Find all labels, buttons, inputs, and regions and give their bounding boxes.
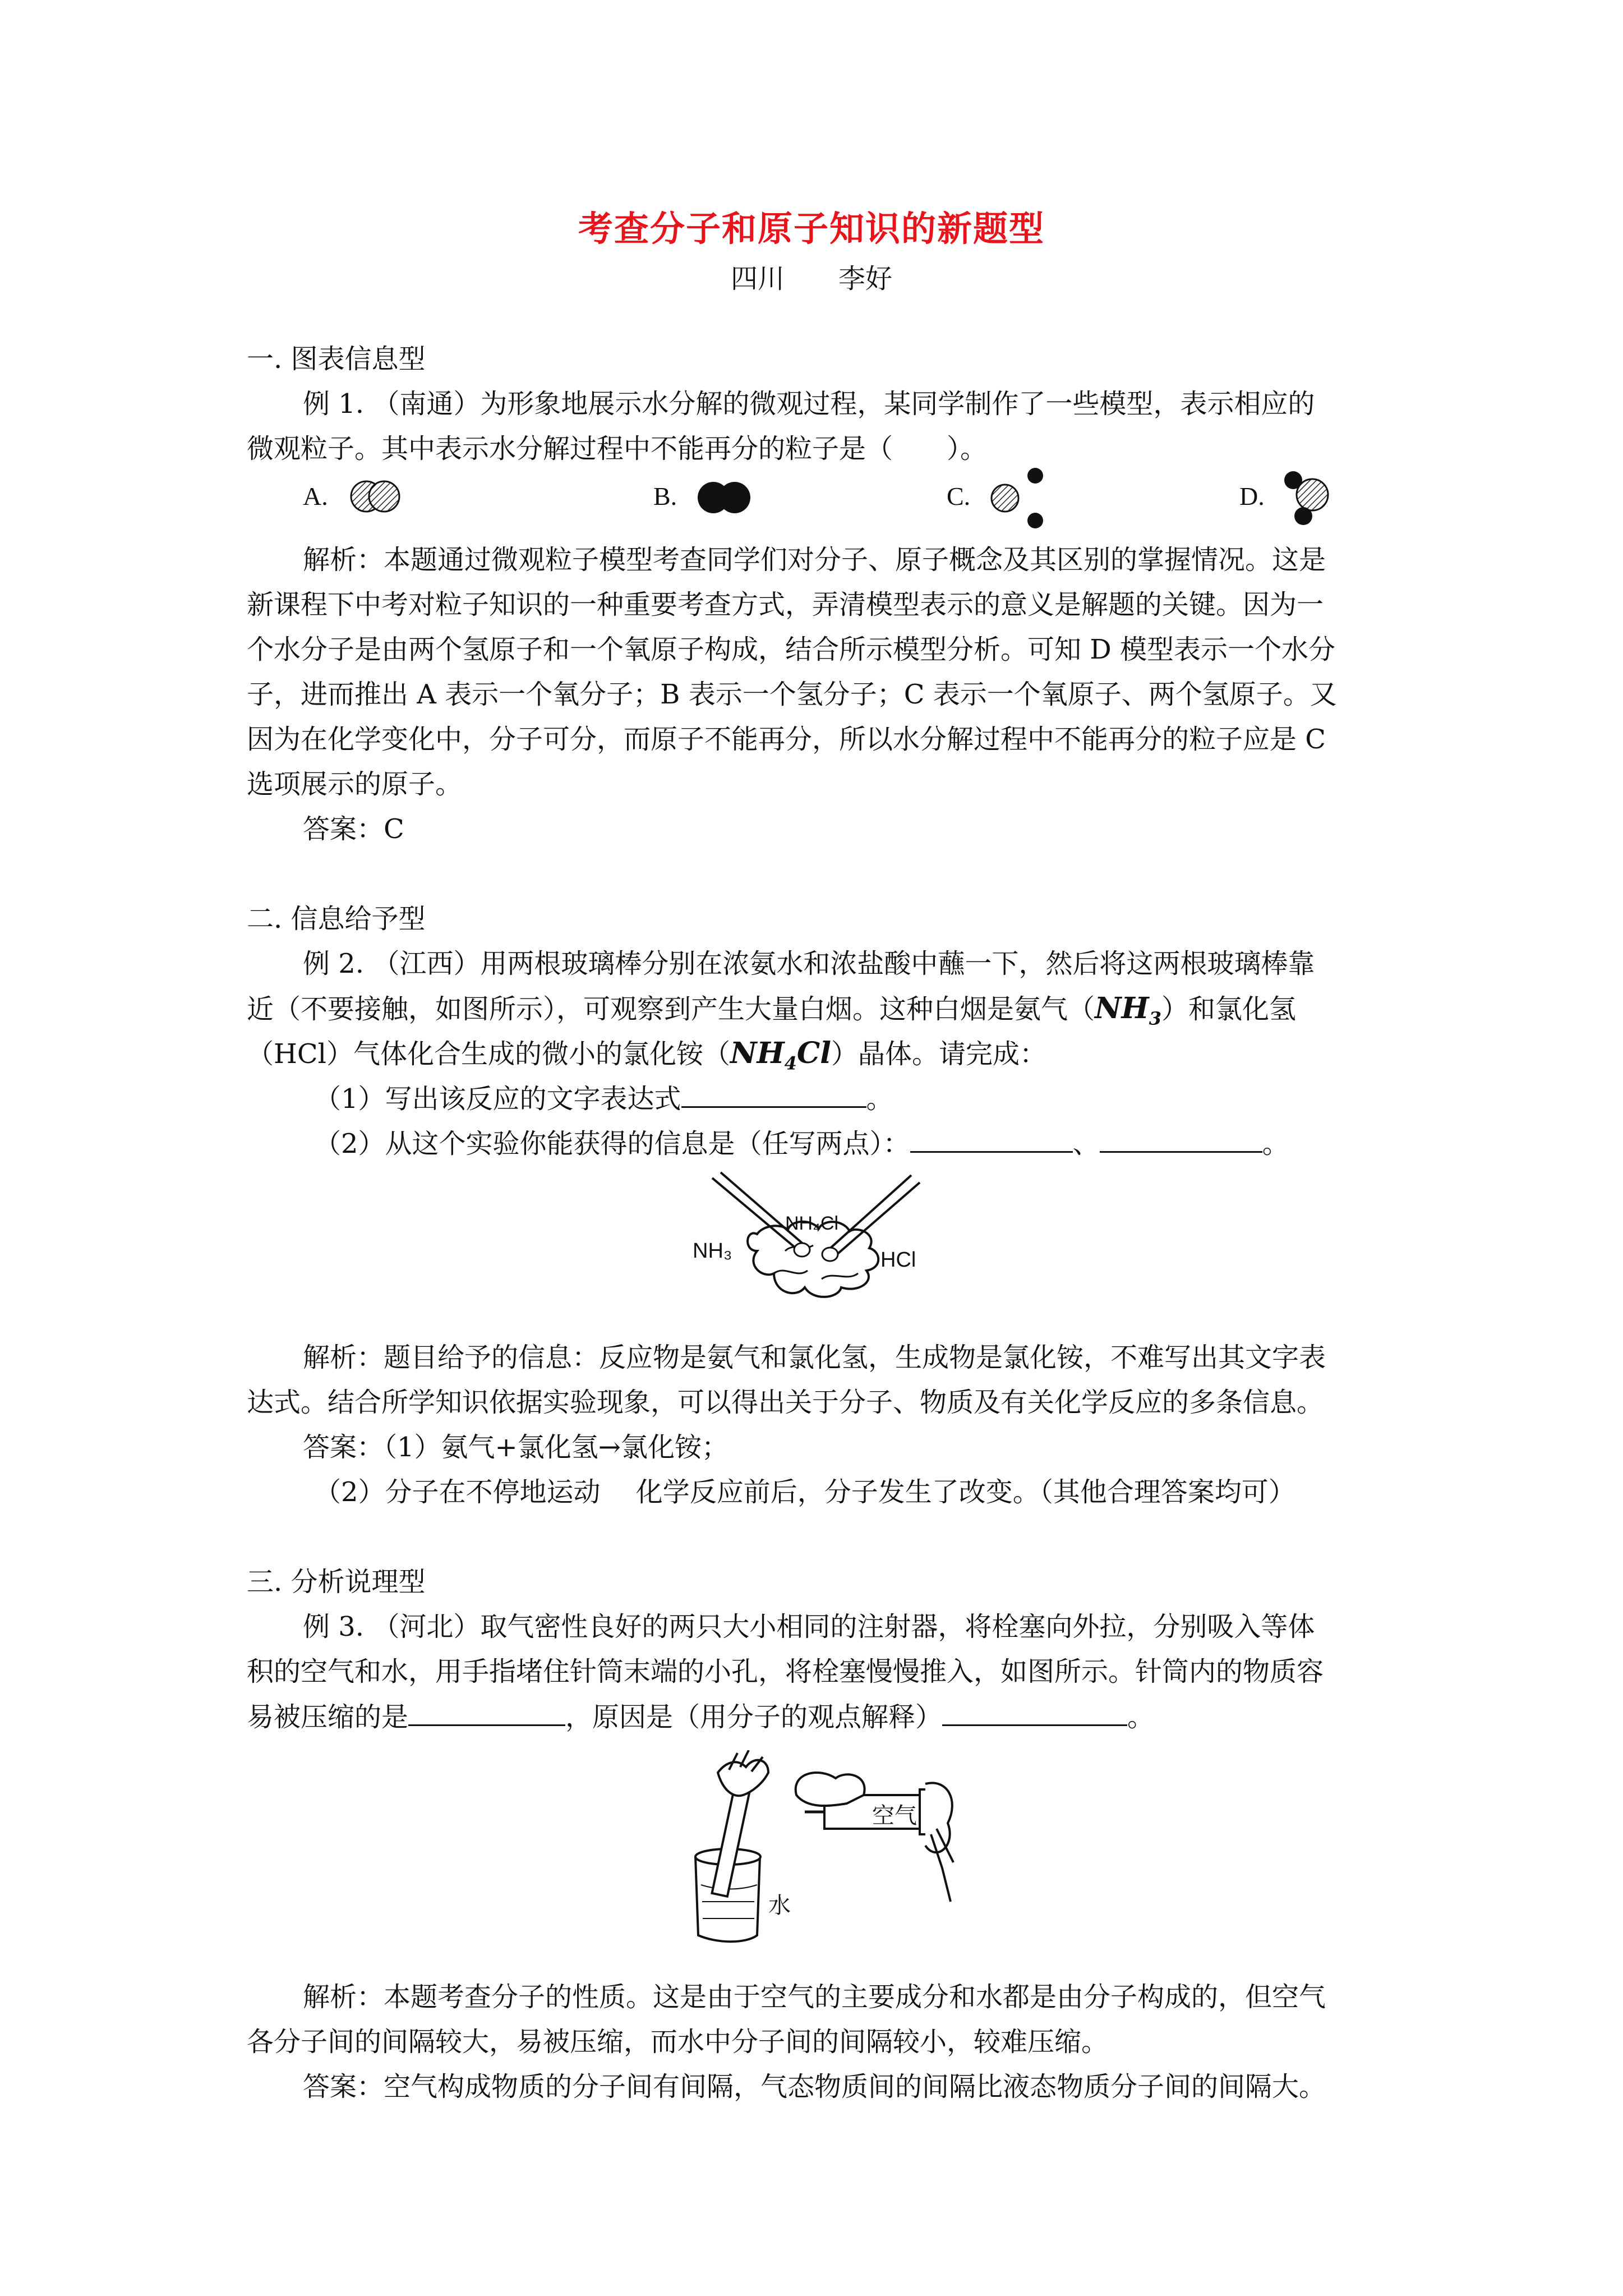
section2-heading: 二. 信息给予型: [247, 903, 426, 935]
answer-blank-4[interactable]: [408, 1700, 565, 1726]
q2-line3-text-b: ）晶体。请完成：: [831, 1038, 1047, 1070]
option-d-model: [1279, 467, 1340, 528]
option-b-label: B.: [653, 482, 677, 510]
q2-sub2: （2）从这个实验你能获得的信息是（任写两点）： 、 。: [314, 1126, 1289, 1161]
analysis1-line3: 个水分子是由两个氢原子和一个氧原子构成，结合所示模型分析。可知 D 模型表示一个水分: [247, 634, 1336, 665]
analysis2-line2: 达式。结合所学知识依据实验现象，可以得出关于分子、物质及有关化学反应的多条信息。: [247, 1387, 1324, 1418]
label-nh4cl: NH₄Cl: [785, 1213, 839, 1234]
glass-rods-figure: [690, 1167, 931, 1324]
label-nh3: NH₃: [693, 1239, 732, 1263]
option-b-model: [694, 478, 756, 517]
analysis1-line6: 选项展示的原子。: [247, 769, 463, 800]
q1-line1: 例 1. （南通）为形象地展示水分解的微观过程，某同学制作了一些模型，表示相应的: [303, 388, 1315, 420]
document-title: 考查分子和原子知识的新题型: [578, 208, 1045, 249]
analysis1-line4: 子，进而推出 A 表示一个氧分子；B 表示一个氢分子；C 表示一个氧原子、两个氢原子。又: [247, 679, 1337, 710]
option-c-label: C.: [947, 482, 971, 510]
author-line: 四川 李好: [730, 263, 892, 295]
answer-blank-5[interactable]: [942, 1700, 1127, 1726]
answer2-part2: （2）分子在不停地运动 化学反应前后，分子发生了改变。（其他合理答案均可）: [314, 1476, 1295, 1508]
option-a-model: [345, 477, 407, 516]
q2-line3-text-a: （HCl）气体化合生成的微小的氯化铵（: [247, 1038, 730, 1070]
q3-line2: 积的空气和水，用手指堵住针筒末端的小孔，将栓塞慢慢推入，如图所示。针筒内的物质容: [247, 1656, 1324, 1687]
analysis3-line1: 解析：本题考查分子的性质。这是由于空气的主要成分和水都是由分子构成的，但空气: [303, 1981, 1326, 2013]
syringe-figure: [684, 1750, 965, 1947]
formula-nh4cl: $NH_4Cl$: [730, 1036, 832, 1074]
q2-line2-text-a: 近（不要接触，如图所示），可观察到产生大量白烟。这种白烟是氨气（: [247, 993, 1095, 1025]
section1-heading: 一. 图表信息型: [247, 343, 426, 375]
q3-line3: 易被压缩的是 ，原因是（用分子的观点解释） 。: [247, 1700, 1154, 1734]
arrow-symbol: →: [598, 1432, 621, 1463]
q2-line2-text-b: ）和氯化氢: [1161, 993, 1296, 1025]
analysis2-line1: 解析：题目给予的信息：反应物是氨气和氯化氢，生成物是氯化铵，不难写出其文字表: [303, 1342, 1326, 1373]
answer-blank-3[interactable]: [1100, 1126, 1262, 1153]
answer-blank-2[interactable]: [910, 1126, 1073, 1153]
label-water: 水: [768, 1893, 791, 1918]
section3-heading: 三. 分析说理型: [247, 1566, 426, 1598]
q3-line1: 例 3. （河北）取气密性良好的两只大小相同的注射器，将栓塞向外拉，分别吸入等体: [303, 1611, 1315, 1642]
option-c-model: [988, 467, 1050, 528]
label-air: 空气: [872, 1803, 917, 1828]
analysis1-line2: 新课程下中考对粒子知识的一种重要考查方式，弄清模型表示的意义是解题的关键。因为一: [247, 589, 1324, 620]
analysis3-line2: 各分子间的间隔较大，易被压缩，而水中分子间的间隔较小，较难压缩。: [247, 2026, 1109, 2058]
analysis1-line1: 解析：本题通过微观粒子模型考查同学们对分子、原子概念及其区别的掌握情况。这是: [303, 544, 1326, 576]
option-d-label: D.: [1239, 482, 1265, 510]
label-hcl: HCl: [880, 1248, 916, 1272]
q2-line1: 例 2. （江西）用两根玻璃棒分别在浓氨水和浓盐酸中蘸一下，然后将这两根玻璃棒靠: [303, 948, 1315, 979]
answer3: 答案：空气构成物质的分子间有间隔，气态物质间的间隔比液态物质分子间的间隔大。: [303, 2071, 1326, 2102]
q2-line3: [247, 1037, 1046, 1080]
formula-nh3: $NH_3$: [1095, 991, 1161, 1029]
q2-line2: [247, 992, 1296, 1035]
option-a-label: A.: [303, 482, 328, 510]
answer1: 答案：C: [303, 813, 404, 845]
answer-blank-1[interactable]: [681, 1082, 866, 1108]
answer2-part1: 答案：（1）氨气+氯化氢→氯化铵；: [303, 1432, 728, 1463]
q2-sub1: （1）写出该反应的文字表达式 。: [314, 1082, 893, 1116]
q1-line2: 微观粒子。其中表示水分解过程中不能再分的粒子是（ ）。: [247, 433, 988, 464]
analysis1-line5: 因为在化学变化中，分子可分，而原子不能再分，所以水分解过程中不能再分的粒子应是 C: [247, 724, 1326, 755]
